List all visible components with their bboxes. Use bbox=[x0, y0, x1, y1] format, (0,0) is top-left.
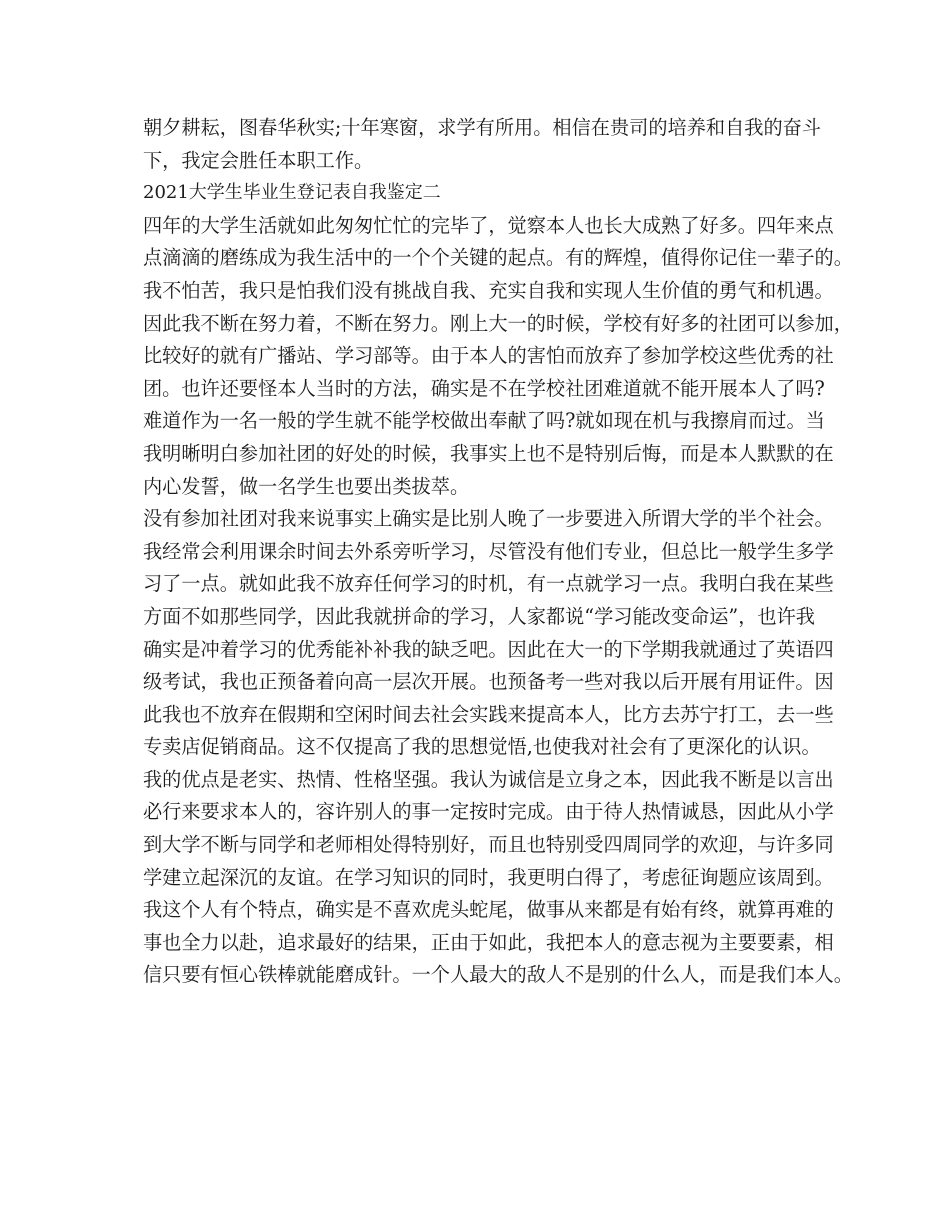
text-line: 我经常会利用课余时间去外系旁听学习，尽管没有他们专业，但总比一般学生多学 bbox=[143, 539, 834, 563]
text-line: 难道作为一名一般的学生就不能学校做出奉献了吗?就如现在机与我擦肩而过。当 bbox=[143, 409, 825, 433]
text-line: 点滴滴的磨练成为我生活中的一个个关键的起点。有的辉煌，值得你记住一辈子的。 bbox=[143, 246, 853, 270]
text-line: 我这个人有个特点，确实是不喜欢虎头蛇尾，做事从来都是有始有终，就算再难的 bbox=[143, 898, 834, 922]
text-line: 比较好的就有广播站、学习部等。由于本人的害怕而放弃了参加学校这些优秀的社 bbox=[143, 344, 834, 368]
text-line: 专卖店促销商品。这不仅提高了我的思想觉悟,也使我对社会有了更深化的认识。 bbox=[143, 735, 821, 759]
text-line: 习了一点。就如此我不放弃任何学习的时机，有一点就学习一点。我明白我在某些 bbox=[143, 572, 834, 596]
text-line: 级考试，我也正预备着向高一层次开展。也预备考一些对我以后开展有用证件。因 bbox=[143, 670, 834, 694]
text-line: 学建立起深沉的友谊。在学习知识的同时，我更明白得了，考虑征询题应该周到。 bbox=[143, 865, 834, 889]
section-heading: 2021大学生毕业生登记表自我鉴定二 bbox=[143, 182, 441, 204]
text-line: 此我也不放弃在假期和空闲时间去社会实践来提高本人，比方去苏宁打工，去一些 bbox=[143, 702, 834, 726]
text-line: 事也全力以赴，追求最好的结果，正由于如此，我把本人的意志视为主要要素，相 bbox=[143, 930, 834, 954]
text-line: 到大学不断与同学和老师相处得特别好，而且也特别受四周同学的欢迎，与许多同 bbox=[143, 833, 834, 857]
text-line: 必行来要求本人的，容许别人的事一定按时完成。由于待人热情诚恳，因此从小学 bbox=[143, 800, 834, 824]
text-line: 信只要有恒心铁棒就能磨成针。一个人最大的敌人不是别的什么人，而是我们本人。 bbox=[143, 963, 853, 987]
text-line: 内心发誓，做一名学生也要出类拔萃。 bbox=[143, 474, 470, 498]
text-line: 团。也许还要怪本人当时的方法，确实是不在学校社团难道就不能开展本人了吗? bbox=[143, 376, 825, 400]
text-line: 四年的大学生活就如此匆匆忙忙的完毕了，觉察本人也长大成熟了好多。四年来点 bbox=[143, 213, 834, 237]
text-line: 我明晰明白参加社团的好处的时候，我事实上也不是特别后悔，而是本人默默的在 bbox=[143, 441, 834, 465]
text-line: 朝夕耕耘，图春华秋实;十年寒窗，求学有所用。相信在贵司的培养和自我的奋斗 bbox=[143, 116, 822, 139]
text-line: 没有参加社团对我来说事实上确实是比别人晚了一步要进入所谓大学的半个社会。 bbox=[143, 507, 834, 531]
document-body bbox=[143, 112, 853, 992]
text-line: 确实是冲着学习的优秀能补补我的缺乏吧。因此在大一的下学期我就通过了英语四 bbox=[143, 637, 834, 661]
text-line: 我不怕苦，我只是怕我们没有挑战自我、充实自我和实现人生价值的勇气和机遇。 bbox=[143, 278, 834, 302]
text-line: 下，我定会胜任本职工作。 bbox=[143, 148, 374, 172]
text-line: 方面不如那些同学，因此我就拼命的学习，人家都说“学习能改变命运”，也许我 bbox=[143, 604, 815, 628]
text-line: 因此我不断在努力着，不断在努力。刚上大一的时候，学校有好多的社团可以参加， bbox=[143, 311, 853, 335]
text-line: 我的优点是老实、热情、性格坚强。我认为诚信是立身之本，因此我不断是以言出 bbox=[143, 767, 834, 791]
